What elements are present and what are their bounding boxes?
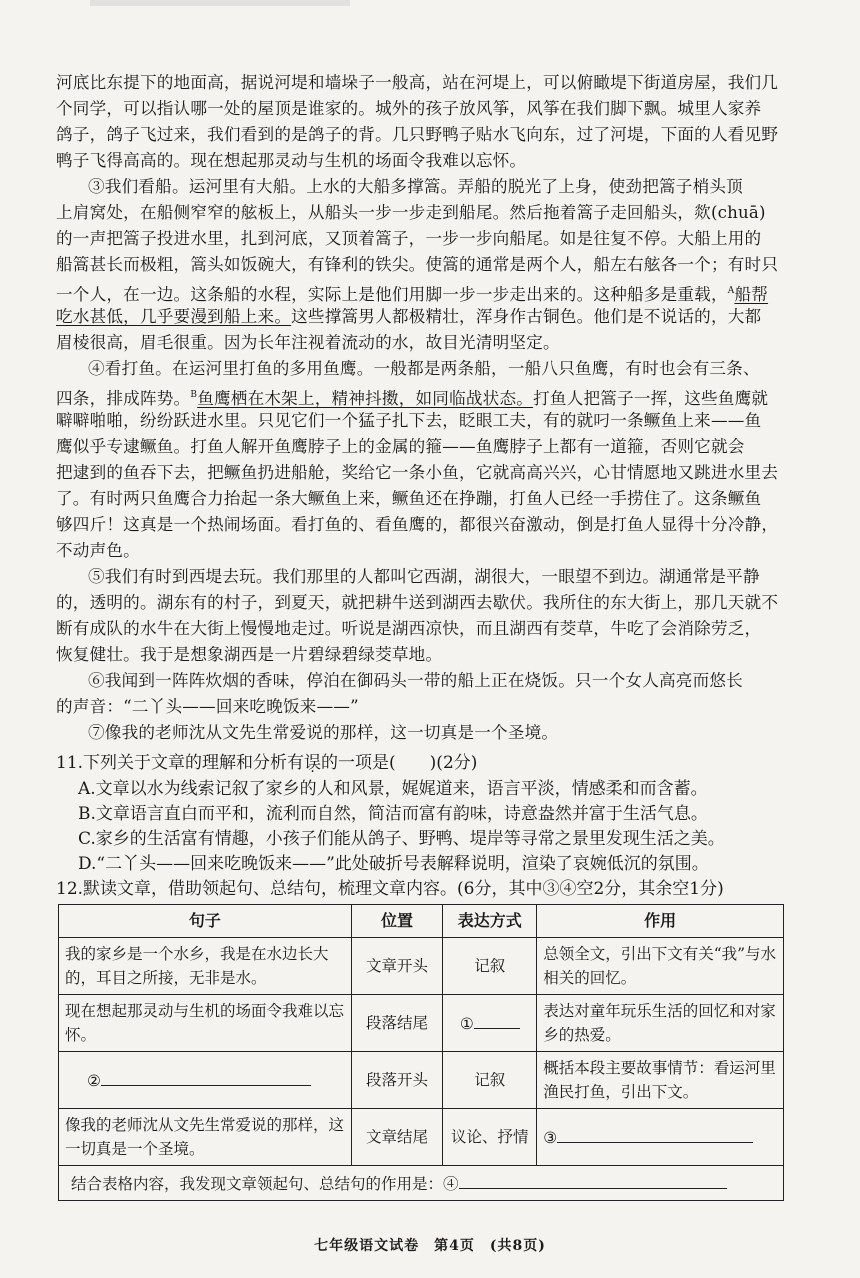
marker-b: B: [190, 390, 198, 400]
question-11-stem: [56, 750, 816, 776]
cell-position: 段落开头: [351, 1052, 443, 1109]
passage-line: 把逮到的鱼吞下去，把鳜鱼扔进船舱，奖给它一条小鱼，它就高高兴兴，心甘情愿地又跳进水里去: [56, 463, 779, 482]
passage-line: 的一声把篙子投进水里，扎到河底，又顶着篙子，一步一步向船尾。如是往复不停。大船上用的: [56, 229, 762, 248]
cell-sentence: 我的家乡是一个水乡，我是在水边长大的，耳目之所接，无非是水。: [59, 938, 352, 995]
header-sentence: 句子: [59, 905, 352, 938]
passage-line: 不动声色。: [56, 541, 140, 560]
page-footer: 七年级语文试卷 第4页 (共8页): [314, 1238, 546, 1254]
cell-function: 表达对童年玩乐生活的回忆和对家乡的热爱。: [537, 995, 784, 1052]
cell-function: 概括本段主要故事情节：看运河里渔民打鱼，引出下文。: [537, 1052, 784, 1109]
cell-position: 文章结尾: [351, 1109, 443, 1166]
underlined-sentence-a: 吃水甚低，几乎要漫到船上来。: [56, 307, 292, 326]
cell-sentence: 现在想起那灵动与生机的场面令我难以忘怀。: [59, 995, 352, 1052]
passage-line: 的声音：“二丫头——回来吃晚饭来——”: [56, 697, 359, 716]
table-row: [59, 995, 784, 1052]
passage-text: 打鱼人把篙子一挥，这些鱼鹰就: [533, 388, 769, 408]
passage-line: 上肩窝处，在船侧窄窄的舷板上，从船头一步一步走到船尾。然后拖着篙子走回船头，欻(chuā): [56, 203, 766, 222]
answer-blank-1[interactable]: [474, 1010, 520, 1029]
answer-blank-4[interactable]: [459, 1170, 727, 1189]
option-a[interactable]: A.文章以水为线索记叙了家乡的人和风景，娓娓道来，语言平淡，情感柔和而含蓄。: [78, 779, 708, 799]
cell-expression: 记叙: [443, 938, 537, 995]
cell-function: 总领全文，引出下文有关“我”与水相关的回忆。: [537, 938, 784, 995]
passage-line: 断有成队的水牛在大街上慢慢地走过。听说是湖西凉快，而且湖西有茭草，牛吃了会消除劳乏，: [56, 619, 762, 638]
summary-text: 结合表格内容，我发现文章领起句、总结句的作用是：④: [71, 1175, 459, 1193]
passage-line: 眉棱很高，眉毛很重。因为长年注视着流动的水，故目光清明坚定。: [56, 333, 560, 352]
option-d[interactable]: D.“二丫头——回来吃晚饭来——”此处破折号表解释说明，渲染了哀婉低沉的氛围。: [78, 854, 709, 874]
stem-text: 11.下列关于文章的理解和分析有: [56, 753, 305, 773]
passage-line: 河底比东提下的地面高，据说河堤和墙垛子一般高，站在河堤上，可以俯瞰堤下街道房屋，我们几: [56, 73, 779, 92]
table-row: [59, 1109, 784, 1166]
blank-label: ②: [87, 1072, 101, 1090]
emphasis-char: 误: [304, 753, 322, 773]
passage-text: 这些撑篙男人都极精壮，浑身作古铜色。他们是不说话的，大都: [291, 307, 762, 326]
stem-text: 的一项是( )(2分): [321, 753, 478, 773]
passage-line: 够四斤！这真是一个热闹场面。看打鱼的、看鱼鹰的，都很兴奋激动，倒是打鱼人显得十分冷静，: [56, 515, 779, 534]
question-12-stem: 12.默读文章，借助领起句、总结句，梳理文章内容。(6分，其中③④空2分，其余空1分): [56, 879, 724, 899]
cell-position: 文章开头: [351, 938, 443, 995]
cell-sentence: 像我的老师沈从文先生常爱说的那样，这一切真是一个圣境。: [59, 1109, 352, 1166]
scan-edge: [90, 0, 350, 6]
header-expression: 表达方式: [443, 905, 537, 938]
passage-line: ④看打鱼。在运河里打鱼的多用鱼鹰。一般都是两条船，一船八只鱼鹰，有时也会有三条、: [88, 359, 760, 378]
blank-label: ①: [459, 1015, 474, 1033]
header-function: 作用: [537, 905, 784, 938]
table-summary-row: [59, 1166, 784, 1201]
table-row: [59, 1052, 784, 1109]
option-c[interactable]: C.家乡的生活富有情趣，小孩子们能从鸽子、野鸭、堤岸等寻常之景里发现生活之美。: [78, 829, 725, 849]
cell-sentence: [59, 1052, 352, 1109]
passage-line: ⑥我闻到一阵阵炊烟的香味，停泊在御码头一带的船上正在烧饭。只一个女人高亮而悠长: [88, 671, 743, 690]
summary-cell: [59, 1166, 784, 1201]
table-row: [59, 938, 784, 995]
underlined-sentence-b: 鱼鹰栖在木架上，精神抖擞，如同临战状态。: [197, 388, 534, 408]
table-header-row: [59, 905, 784, 938]
passage-line: 船篙甚长而极粗，篙头如饭碗大，有锋利的铁尖。使篙的通常是两个人，船左右舷各一个；有时只: [56, 255, 779, 274]
header-position: 位置: [351, 905, 443, 938]
cell-expression: 记叙: [443, 1052, 537, 1109]
cell-function: [537, 1109, 784, 1166]
option-b[interactable]: B.文章语言直白而平和，流利而自然，简洁而富有韵味，诗意盎然并富于生活气息。: [78, 804, 708, 824]
passage-line: [56, 304, 804, 330]
passage-line: ③我们看船。运河里有大船。上水的大船多撑篙。弄船的脱光了上身，使劲把篙子梢头顶: [88, 177, 743, 196]
passage-line: 了。有时两只鱼鹰合力抬起一条大鳜鱼上来，鳜鱼还在挣蹦，打鱼人已经一手捞住了。这条鳜鱼: [56, 489, 762, 508]
passage-text: 四条，排成阵势。: [56, 388, 191, 408]
answer-blank-3[interactable]: [557, 1124, 753, 1143]
cell-expression: [443, 995, 537, 1052]
passage-line: 个同学，可以指认哪一处的屋顶是谁家的。城外的孩子放风筝，风筝在我们脚下飘。城里人家养: [56, 99, 762, 118]
passage-line: 噼噼啪啪，纷纷跃进水里。只见它们一个猛子扎下去，眨眼工夫，有的就叼一条鳜鱼上来——鱼: [56, 411, 762, 430]
passage-line: ⑦像我的老师沈从文先生常爱说的那样，这一切真是一个圣境。: [88, 723, 559, 742]
blank-label: ③: [543, 1129, 558, 1147]
marker-a: A: [727, 286, 735, 296]
passage-line: 恢复健壮。我于是想象湖西是一片碧绿碧绿茭草地。: [56, 645, 443, 664]
passage-line: 的，透明的。湖东有的村子，到夏天，就把耕牛送到湖西去歇伏。我所住的东大街上，那几天就不: [56, 593, 779, 612]
passage-line: ⑤我们有时到西堤去玩。我们那里的人都叫它西湖，湖很大，一眼望不到边。湖通常是平静: [88, 567, 760, 586]
underlined-sentence-a: 船帮: [734, 284, 769, 304]
cell-expression: 议论、抒情: [443, 1109, 537, 1166]
passage-line: 鸭子飞得高高的。现在想起那灵动与生机的场面令我难以忘怀。: [56, 151, 527, 170]
answer-blank-2[interactable]: [101, 1067, 311, 1086]
passage-text: 一个人，在一边。这条船的水程，实际上是他们用脚一步一步走出来的。这种船多是重载，: [56, 284, 728, 304]
passage-line: 鸽子，鸽子飞过来，我们看到的是鸽子的背。几只野鸭子贴水飞向东，过了河堤，下面的人看见野: [56, 125, 779, 144]
passage-line: 鹰似乎专逮鳜鱼。打鱼人解开鱼鹰脖子上的金属的箍——鱼鹰脖子上都有一道箍，否则它就会: [56, 437, 745, 456]
cell-position: 段落结尾: [351, 995, 443, 1052]
summary-table: [58, 904, 784, 1201]
